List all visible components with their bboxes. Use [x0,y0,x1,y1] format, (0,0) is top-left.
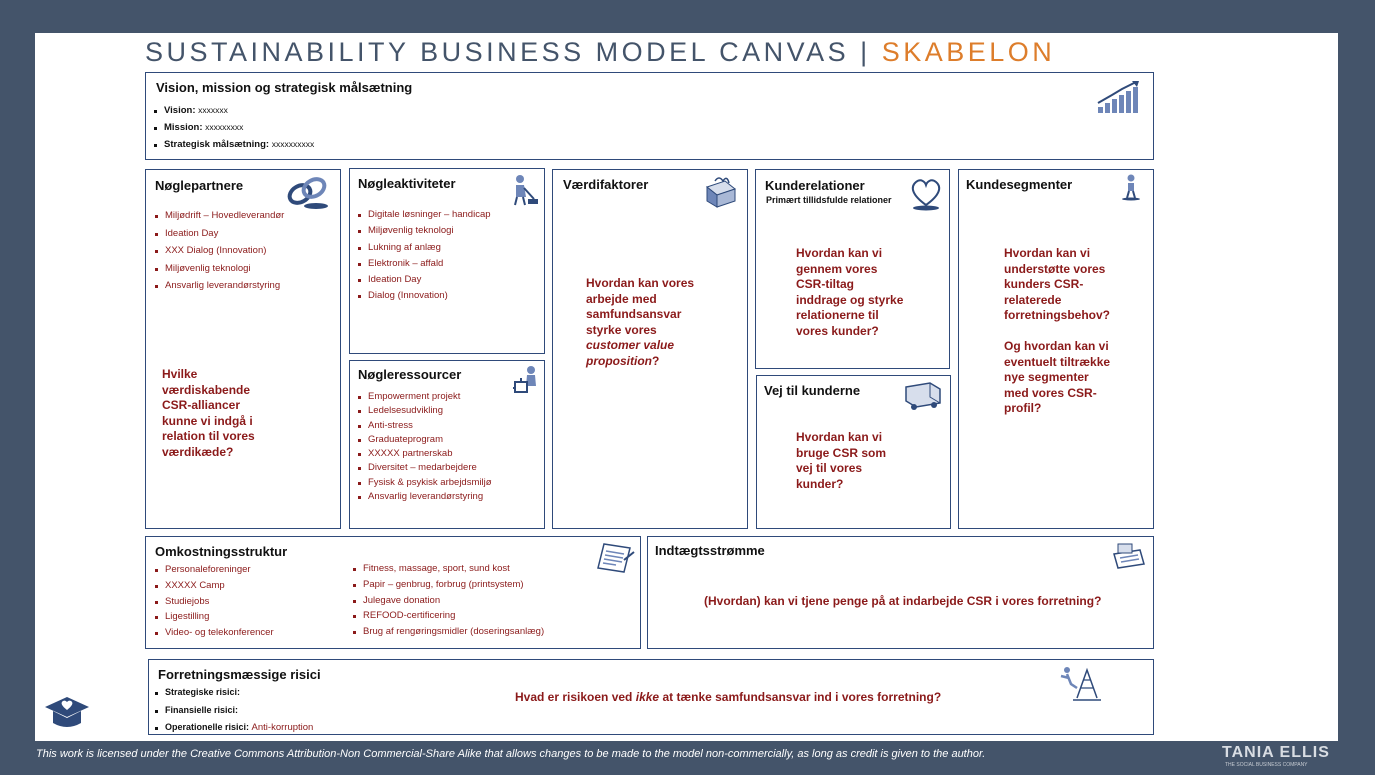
brand-logo: TANIA ELLIS [1222,744,1330,761]
heart-icon [908,177,944,211]
operational-risk-item: Operationelle risici: Anti-korruption [155,722,313,740]
value-question: Hvordan kan vores arbejde med samfundsansvar styrke vores customer value proposition? [586,276,695,368]
list-item: XXXXX Camp [155,580,274,596]
list-item: Ansvarlig leverandørstyring [155,280,284,298]
list-item: Elektronik – affald [358,258,491,274]
segments-box [958,169,1154,529]
list-item: Ansvarlig leverandørstyring [358,491,492,505]
list-item: Diversitet – medarbejdere [358,462,492,476]
list-item: Graduateprogram [358,434,492,448]
page-title: SUSTAINABILITY BUSINESS MODEL CANVAS | SKABELON [145,37,1056,67]
list-item: Dialog (Innovation) [358,290,491,306]
list-item: Lukning af anlæg [358,242,491,258]
list-item: Miljøvenlig teknologi [155,263,284,281]
document-icon [594,540,638,576]
risks-question: Hvad er risikoen ved ikke at tænke samfundsansvar ind i vores forretning? [515,690,942,704]
list-item: Brug af rengøringsmidler (doseringsanlæg) [353,626,544,642]
graduation-cap-heart-icon [43,695,91,733]
channels-question: Hvordan kan vi bruge CSR som vej til vores kunder? [796,430,887,491]
channels-header: Vej til kunderne [764,383,861,398]
key-activities-box [349,168,545,354]
list-item: Video- og telekonferencer [155,627,274,643]
value-box [552,169,748,529]
key-partners-list [155,210,284,298]
list-item: Miljøvenlig teknologi [358,225,491,241]
vision-list [154,105,314,156]
strategic-risk-item: Strategiske risici: [155,687,313,705]
puzzle-person-icon [513,364,543,396]
list-item: Ligestilling [155,611,274,627]
relations-subheader: Primært tillidsfulde relationer [766,195,892,205]
list-item: Papir – genbrug, forbrug (printsystem) [353,579,544,595]
value-header: Værdifaktorer [563,177,649,192]
list-item: Digitale løsninger – handicap [358,209,491,225]
key-activities-list [358,209,491,307]
vision-header: Vision, mission og strategisk målsætning [156,80,413,95]
list-item: Julegave donation [353,595,544,611]
person-icon [1119,173,1143,201]
vision-box [145,72,1154,160]
vision-item: Vision: xxxxxxx [154,105,314,122]
key-resources-box [349,360,545,529]
gift-box-icon [701,173,741,209]
segments-header: Kundesegmenter [966,177,1073,192]
license-text: This work is licensed under the Creative Commons Attribution-Non Commercial-Share Alike that allows changes to be made to the model non-commercially, as long as credit is given to the author. [36,748,986,760]
list-item: Ideation Day [358,274,491,290]
cash-register-icon [1110,540,1148,572]
revenue-header: Indtægtsstrømme [655,543,765,558]
worker-icon [508,173,540,207]
key-partners-box [145,169,341,529]
revenue-question: (Hvordan) kan vi tjene penge på at indarbejde CSR i vores forretning? [704,594,1102,608]
costs-box [145,536,641,649]
growth-chart-icon [1094,79,1144,115]
key-resources-header: Nøgleressourcer [358,367,462,382]
list-item: Anti-stress [358,420,492,434]
list-item: Fitness, massage, sport, sund kost [353,563,544,579]
costs-list-left [155,564,274,643]
financial-risk-item: Finansielle risici: [155,705,313,723]
revenue-box [647,536,1154,649]
list-item: Ideation Day [155,228,284,246]
list-item: Personaleforeninger [155,564,274,580]
key-partners-header: Nøglepartnere [155,178,244,193]
risks-box [148,659,1154,735]
relations-question: Hvordan kan vi gennem vores CSR-tiltag inddrage og styrke relationerne til vores kunder? [796,246,904,338]
truck-icon [902,379,946,413]
relations-box [755,169,950,369]
list-item: Miljødrift – Hovedleverandør [155,210,284,228]
list-item: Fysisk & psykisk arbejdsmiljø [358,477,492,491]
brand-tagline: THE SOCIAL BUSINESS COMPANY [1225,762,1308,768]
segments-question-1: Hvordan kan vi understøtte vores kunders CSR-relaterede forretningsbehov? [1004,246,1111,322]
costs-list-right [353,563,544,642]
relations-header: Kunderelationer [765,178,865,193]
key-activities-header: Nøgleaktiviteter [358,176,456,191]
key-partners-question: Hvilke værdiskabende CSR-alliancer kunne vi indgå i relation til vores værdikæde? [162,367,255,459]
mission-item: Mission: xxxxxxxxx [154,122,314,139]
risks-list [155,687,313,740]
key-resources-list [358,391,492,505]
list-item: XXXXX partnerskab [358,448,492,462]
risks-header: Forretningsmæssige risici [158,667,321,682]
costs-header: Omkostningsstruktur [155,544,288,559]
channels-box [756,375,951,529]
list-item: Ledelsesudvikling [358,405,492,419]
list-item: Empowerment projekt [358,391,492,405]
segments-question-2: Og hvordan kan vi eventuelt tiltrække nye segmenter med vores CSR-profil? [1004,339,1111,415]
list-item: Studiejobs [155,596,274,612]
title-accent: SKABELON [881,37,1056,67]
strategy-item: Strategisk målsætning: xxxxxxxxxx [154,139,314,156]
list-item: XXX Dialog (Innovation) [155,245,284,263]
chain-links-icon [286,174,330,210]
ladder-climber-icon [1057,664,1101,702]
list-item: REFOOD-certificering [353,610,544,626]
